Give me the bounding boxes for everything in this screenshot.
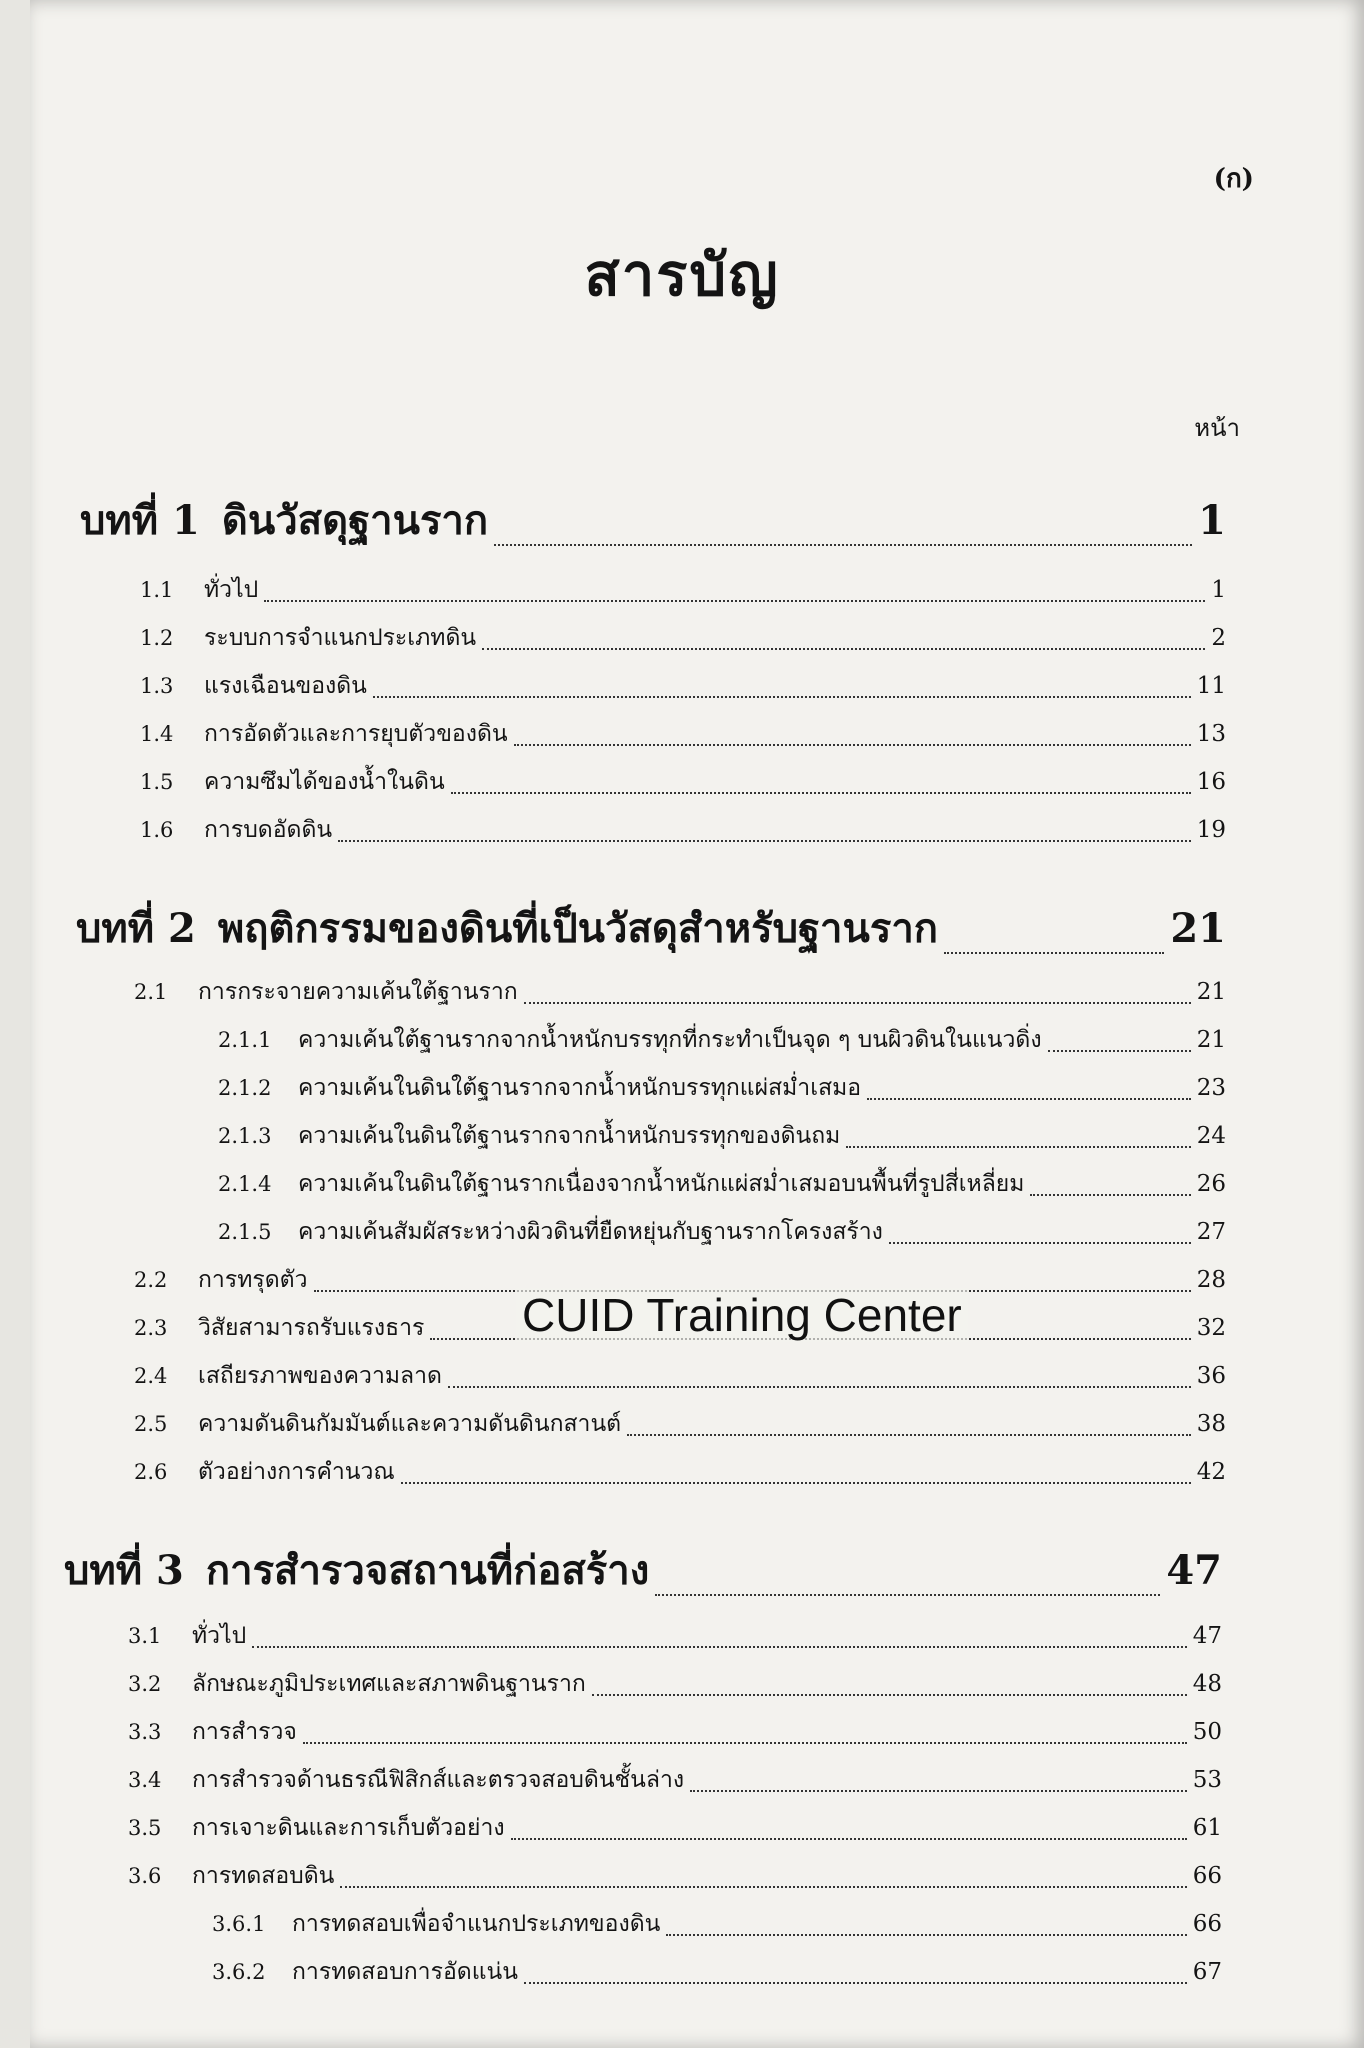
toc-entry-subsection bbox=[218, 1118, 1226, 1154]
toc-entry-page: 26 bbox=[1196, 1171, 1226, 1197]
toc-entry-page: 67 bbox=[1192, 1959, 1222, 1985]
toc-entry-title: เสถียรภาพของความลาด bbox=[198, 1363, 442, 1389]
toc-entry-title: ลักษณะภูมิประเทศและสภาพดินฐานราก bbox=[192, 1671, 586, 1697]
dot-leader bbox=[1048, 1050, 1191, 1052]
toc-entry-page: 47 bbox=[1166, 1547, 1222, 1594]
toc-entry-section bbox=[134, 1406, 1226, 1442]
toc-entry-section bbox=[140, 572, 1226, 608]
toc-entry-page: 53 bbox=[1192, 1767, 1222, 1793]
toc-entry-number: 2.2 bbox=[134, 1268, 168, 1292]
dot-leader bbox=[524, 1002, 1191, 1004]
toc-entry-section bbox=[140, 620, 1226, 656]
dot-leader bbox=[303, 1742, 1187, 1744]
toc-entry-section bbox=[134, 1358, 1226, 1394]
toc-entry-title: ทั่วไป bbox=[204, 577, 259, 603]
dot-leader bbox=[338, 840, 1191, 842]
toc-entry-number: 2.1.5 bbox=[218, 1220, 272, 1244]
toc-entry-title: ความเค้นในดินใต้ฐานรากเนื่องจากน้ำหนักแผ่สม่ำเสมอบนพื้นที่รูปสี่เหลี่ยม bbox=[298, 1171, 1025, 1197]
toc-entry-number: บทที่ 1 bbox=[80, 497, 200, 544]
toc-entry-page: 28 bbox=[1196, 1267, 1226, 1293]
dot-leader bbox=[514, 744, 1191, 746]
toc-entry-section bbox=[134, 974, 1226, 1010]
dot-leader bbox=[264, 600, 1205, 602]
toc-entry-title: การสำรวจสถานที่ก่อสร้าง bbox=[205, 1547, 650, 1594]
toc-entry-title: การสำรวจ bbox=[192, 1719, 297, 1745]
dot-leader bbox=[252, 1646, 1186, 1648]
toc-entry-number: 2.5 bbox=[134, 1412, 168, 1436]
toc-entry-title: ดินวัสดุฐานราก bbox=[221, 497, 489, 544]
toc-entry-number: 2.1.3 bbox=[218, 1124, 272, 1148]
dot-leader bbox=[511, 1838, 1187, 1840]
dot-leader bbox=[867, 1098, 1191, 1100]
toc-entry-title: การทรุดตัว bbox=[198, 1267, 308, 1293]
toc-entry-section bbox=[128, 1858, 1222, 1894]
toc-entry-title: การทดสอบดิน bbox=[192, 1863, 335, 1889]
toc-entry-number: 2.1.1 bbox=[218, 1028, 272, 1052]
toc-entry-section bbox=[140, 812, 1226, 848]
toc-entry-number: 1.2 bbox=[140, 626, 174, 650]
watermark-text: CUID Training Center bbox=[516, 1288, 968, 1342]
toc-entry-page: 47 bbox=[1192, 1623, 1222, 1649]
dot-leader bbox=[524, 1982, 1187, 1984]
toc-entry-title: ความเค้นใต้ฐานรากจากน้ำหนักบรรทุกที่กระทำเป็นจุด ๆ บนผิวดินในแนวดิ่ง bbox=[298, 1027, 1042, 1053]
toc-entry-number: 3.3 bbox=[128, 1720, 162, 1744]
toc-entry-page: 11 bbox=[1196, 673, 1226, 699]
toc-entry-number: 3.1 bbox=[128, 1624, 162, 1648]
toc-entry-page: 66 bbox=[1192, 1863, 1222, 1889]
toc-entry-section bbox=[128, 1810, 1222, 1846]
toc-entry-title: การทดสอบการอัดแน่น bbox=[292, 1959, 518, 1985]
dot-leader bbox=[690, 1790, 1187, 1792]
toc-entry-number: 3.6 bbox=[128, 1864, 162, 1888]
toc-entry-number: 2.1.2 bbox=[218, 1076, 272, 1100]
toc-entry-page: 61 bbox=[1192, 1815, 1222, 1841]
toc-entry-page: 32 bbox=[1196, 1315, 1226, 1341]
dot-leader bbox=[846, 1146, 1190, 1148]
toc-entry-title: แรงเฉือนของดิน bbox=[204, 673, 367, 699]
dot-leader bbox=[448, 1386, 1191, 1388]
toc-entry-number: 1.4 bbox=[140, 722, 174, 746]
toc-entry-number: 3.6.2 bbox=[212, 1960, 266, 1984]
toc-entry-subsection bbox=[218, 1022, 1226, 1058]
toc-entry-subsection bbox=[218, 1166, 1226, 1202]
toc-entry-title: ระบบการจำแนกประเภทดิน bbox=[204, 625, 477, 651]
toc-entry-title: การบดอัดดิน bbox=[204, 817, 333, 843]
toc-entry-page: 13 bbox=[1196, 721, 1226, 747]
dot-leader bbox=[627, 1434, 1191, 1436]
page-label: (ก) bbox=[1213, 164, 1254, 194]
toc-entry-number: 1.3 bbox=[140, 674, 174, 698]
toc-entry-title: การทดสอบเพื่อจำแนกประเภทของดิน bbox=[292, 1911, 661, 1937]
toc-entry-number: 1.1 bbox=[140, 578, 174, 602]
toc-entry-title: ความเค้นในดินใต้ฐานรากจากน้ำหนักบรรทุกแผ่สม่ำเสมอ bbox=[298, 1075, 862, 1101]
page-column-header: หน้า bbox=[1194, 414, 1240, 442]
dot-leader bbox=[592, 1694, 1187, 1696]
toc-entry-subsection bbox=[218, 1214, 1226, 1250]
toc-entry-chapter bbox=[80, 488, 1226, 552]
toc-entry-title: ความเค้นสัมผัสระหว่างผิวดินที่ยืดหยุ่นกับฐานรากโครงสร้าง bbox=[298, 1219, 883, 1245]
toc-entry-title: การสำรวจด้านธรณีฟิสิกส์และตรวจสอบดินชั้นล่าง bbox=[192, 1767, 685, 1793]
dot-leader bbox=[373, 696, 1191, 698]
toc-entry-number: 3.5 bbox=[128, 1816, 162, 1840]
toc-entry-page: 21 bbox=[1196, 1027, 1226, 1053]
toc-entry-page: 36 bbox=[1196, 1363, 1226, 1389]
dot-leader bbox=[340, 1886, 1186, 1888]
toc-entry-chapter bbox=[76, 896, 1226, 960]
toc-entry-number: 1.5 bbox=[140, 770, 174, 794]
toc-entry-section bbox=[134, 1454, 1226, 1490]
toc-entry-number: 2.1 bbox=[134, 980, 168, 1004]
toc-entry-section bbox=[128, 1714, 1222, 1750]
toc-entry-page: 42 bbox=[1196, 1459, 1226, 1485]
dot-leader bbox=[401, 1482, 1191, 1484]
toc-entry-title: ความดันดินกัมมันต์และความดันดินกสานต์ bbox=[198, 1411, 622, 1437]
dot-leader bbox=[1030, 1194, 1190, 1196]
toc-entry-section bbox=[140, 764, 1226, 800]
toc-entry-page: 23 bbox=[1196, 1075, 1226, 1101]
toc-entry-page: 19 bbox=[1196, 817, 1226, 843]
toc-entry-chapter bbox=[64, 1538, 1222, 1602]
toc-entry-page: 21 bbox=[1170, 905, 1226, 952]
dot-leader bbox=[451, 792, 1191, 794]
dot-leader bbox=[666, 1934, 1186, 1936]
toc-entry-title: ตัวอย่างการคำนวณ bbox=[198, 1459, 395, 1485]
toc-entry-subsection bbox=[212, 1954, 1222, 1990]
toc-entry-page: 66 bbox=[1192, 1911, 1222, 1937]
toc-entry-subsection bbox=[212, 1906, 1222, 1942]
toc-entry-page: 1 bbox=[1211, 577, 1226, 603]
toc-entry-title: พฤติกรรมของดินที่เป็นวัสดุสำหรับฐานราก bbox=[217, 905, 939, 952]
toc-entry-number: บทที่ 3 bbox=[64, 1547, 184, 1594]
toc-entry-title: ทั่วไป bbox=[192, 1623, 247, 1649]
toc-entry-section bbox=[128, 1762, 1222, 1798]
toc-entry-title: การอัดตัวและการยุบตัวของดิน bbox=[204, 721, 508, 747]
dot-leader bbox=[944, 952, 1164, 954]
toc-entry-title: การเจาะดินและการเก็บตัวอย่าง bbox=[192, 1815, 505, 1841]
toc-entry-number: 2.6 bbox=[134, 1460, 168, 1484]
toc-entry-number: 3.4 bbox=[128, 1768, 162, 1792]
toc-entry-number: 2.1.4 bbox=[218, 1172, 272, 1196]
toc-entry-section bbox=[140, 716, 1226, 752]
toc-entry-number: 1.6 bbox=[140, 818, 174, 842]
toc-entry-section bbox=[128, 1618, 1222, 1654]
toc-entry-title: วิสัยสามารถรับแรงธาร bbox=[198, 1315, 425, 1341]
toc-entry-page: 24 bbox=[1196, 1123, 1226, 1149]
toc-entry-number: 3.2 bbox=[128, 1672, 162, 1696]
toc-entry-page: 16 bbox=[1196, 769, 1226, 795]
dot-leader bbox=[494, 544, 1192, 546]
document-title: สารบัญ bbox=[584, 241, 780, 309]
toc-entry-number: บทที่ 2 bbox=[76, 905, 196, 952]
toc-entry-page: 2 bbox=[1211, 625, 1226, 651]
toc-entry-number: 3.6.1 bbox=[212, 1912, 266, 1936]
toc-entry-section bbox=[140, 668, 1226, 704]
toc-entry-page: 21 bbox=[1196, 979, 1226, 1005]
toc-entry-subsection bbox=[218, 1070, 1226, 1106]
dot-leader bbox=[482, 648, 1205, 650]
dot-leader bbox=[889, 1242, 1191, 1244]
toc-entry-number: 2.4 bbox=[134, 1364, 168, 1388]
toc-entry-title: ความเค้นในดินใต้ฐานรากจากน้ำหนักบรรทุกของดินถม bbox=[298, 1123, 841, 1149]
toc-entry-title: การกระจายความเค้นใต้ฐานราก bbox=[198, 979, 518, 1005]
toc-entry-section bbox=[128, 1666, 1222, 1702]
toc-entry-title: ความซึมได้ของน้ำในดิน bbox=[204, 769, 445, 795]
toc-entry-page: 48 bbox=[1192, 1671, 1222, 1697]
toc-entry-page: 38 bbox=[1196, 1411, 1226, 1437]
dot-leader bbox=[655, 1594, 1160, 1596]
toc-entry-page: 50 bbox=[1192, 1719, 1222, 1745]
toc-entry-page: 1 bbox=[1198, 497, 1226, 544]
toc-entry-number: 2.3 bbox=[134, 1316, 168, 1340]
toc-entry-page: 27 bbox=[1196, 1219, 1226, 1245]
